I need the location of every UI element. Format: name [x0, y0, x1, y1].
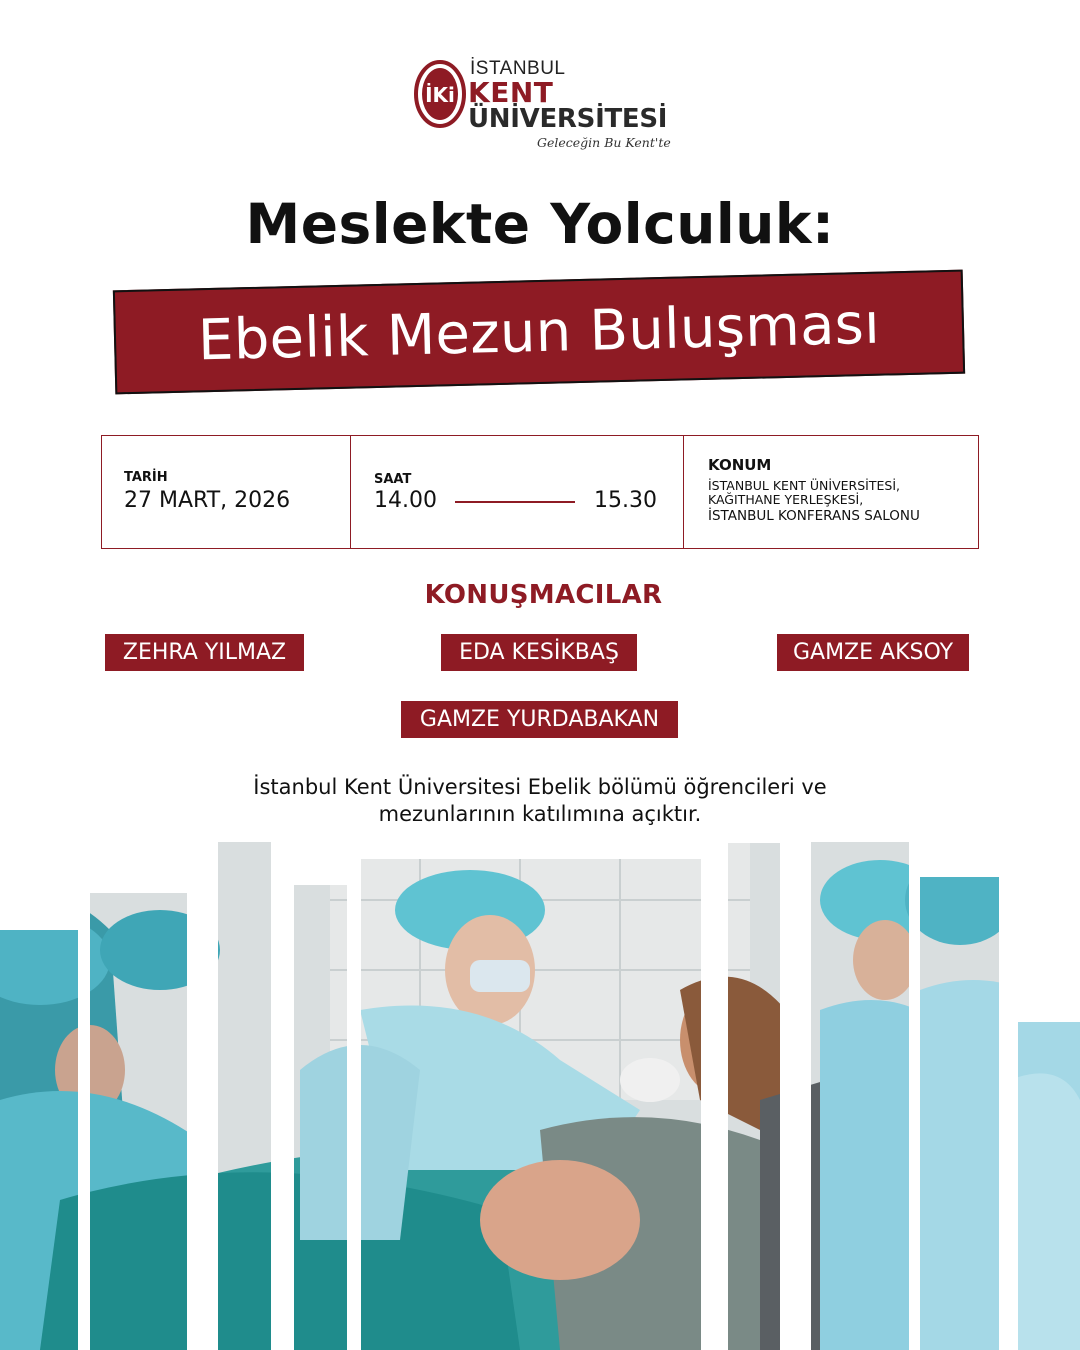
event-description: [0, 774, 1080, 828]
location-line-3: İSTANBUL KONFERANS SALONU: [708, 508, 920, 524]
location-line-1: İSTANBUL KENT ÜNİVERSİTESİ,: [708, 478, 900, 493]
time-end: 15.30: [594, 488, 657, 513]
date-label: TARİH: [124, 470, 168, 485]
photo-strip: [90, 893, 187, 1350]
speaker-badge: EDA KESİKBAŞ: [441, 634, 637, 671]
date-value: 27 MART, 2026: [124, 488, 291, 513]
logo-tagline: Geleceğin Bu Kent'te: [537, 135, 671, 150]
speaker-badge: GAMZE YURDABAKAN: [401, 701, 678, 738]
description-line-2: mezunlarının katılımına açıktır.: [378, 802, 702, 826]
event-subtitle: Ebelik Mezun Buluşması: [197, 291, 881, 374]
photo-strip: [728, 843, 780, 1350]
event-subtitle-banner: [113, 270, 965, 395]
photo-strip: [1018, 1022, 1080, 1350]
time-range-divider: [455, 501, 575, 503]
location-line-2: KAĞITHANE YERLEŞKESİ,: [708, 492, 864, 507]
photo-strip: [920, 877, 999, 1350]
university-emblem-icon: [414, 60, 466, 128]
photo-strip: [811, 842, 909, 1350]
date-cell: [102, 436, 351, 548]
logo-line-istanbul: İSTANBUL: [470, 58, 566, 79]
speakers-heading: KONUŞMACILAR: [424, 580, 663, 610]
time-start: 14.00: [374, 488, 437, 513]
logo-line-universitesi: ÜNİVERSİTESİ: [468, 104, 668, 134]
time-label: SAAT: [374, 472, 412, 487]
event-title: Meslekte Yolculuk:: [245, 192, 835, 256]
event-info-box: [101, 435, 979, 549]
photo-strip: [0, 930, 78, 1350]
speaker-badge: ZEHRA YILMAZ: [105, 634, 304, 671]
photo-strip: [218, 842, 271, 1350]
location-cell: [684, 436, 978, 548]
time-cell: [351, 436, 684, 548]
photo-strip: [361, 859, 701, 1350]
description-line-1: İstanbul Kent Üniversitesi Ebelik bölümü öğrencileri ve: [253, 775, 827, 799]
speaker-badge: GAMZE AKSOY: [777, 634, 969, 671]
photo-strip: [294, 885, 347, 1350]
logo-line-kent: KENT: [468, 76, 554, 109]
svg-text:İKi: İKi: [425, 83, 455, 107]
university-logo: [414, 56, 674, 160]
location-label: KONUM: [708, 456, 772, 474]
